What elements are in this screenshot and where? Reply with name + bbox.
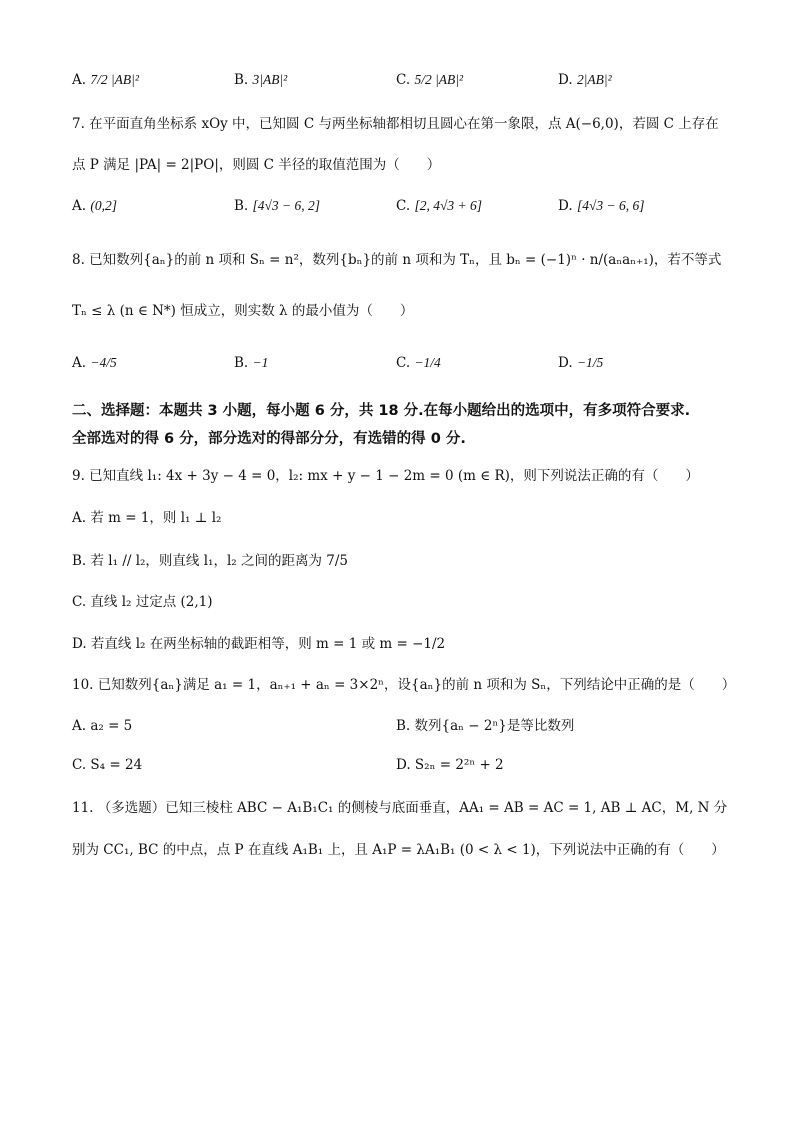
q9-option-b: B. 若 l₁ // l₂，则直线 l₁，l₂ 之间的距离为 7/5	[72, 553, 348, 569]
q8-option-d-label: D.	[558, 355, 573, 371]
q7-option-b-math: [4√3 − 6, 2]	[252, 198, 321, 213]
q7-stem-line2: 点 P 满足 |PA| = 2|PO|，则圆 C 半径的取值范围为（ ）	[72, 157, 441, 173]
section2-heading-line2: 全部选对的得 6 分，部分选对的得部分分，有选错的得 0 分.	[72, 431, 466, 447]
q7-stem-line1: 7. 在平面直角坐标系 xOy 中，已知圆 C 与两坐标轴都相切且圆心在第一象限，点 A(−6,0)，若圆 C 上存在	[72, 116, 719, 132]
section2-heading-line1: 二、选择题：本题共 3 小题，每小题 6 分，共 18 分.在每小题给出的选项中，有多项符合要求.	[72, 403, 691, 419]
q7-option-b-label: B.	[234, 198, 249, 214]
q6-option-b-math: 3|AB|²	[252, 72, 288, 87]
q6-option-a-label: A.	[72, 72, 87, 88]
q11-stem-line1: 11. （多选题）已知三棱柱 ABC − A₁B₁C₁ 的侧棱与底面垂直，AA₁ = AB = AC = 1, AB ⊥ AC，M, N 分	[72, 800, 728, 816]
q7-option-d-label: D.	[558, 198, 573, 214]
q8-option-a-label: A.	[72, 355, 87, 371]
q8-option-d	[558, 353, 603, 373]
q7-option-c-label: C.	[396, 198, 411, 214]
q7-option-c-math: [2, 4√3 + 6]	[414, 198, 482, 213]
q10-option-c: C. S₄ = 24	[72, 757, 143, 773]
q6-option-c-math: 5/2 |AB|²	[414, 72, 464, 87]
q9-option-d: D. 若直线 l₂ 在两坐标轴的截距相等，则 m = 1 或 m = −1/2	[72, 636, 446, 652]
q6-option-b	[234, 70, 287, 90]
q7-option-a-math: (0,2]	[90, 198, 117, 213]
q6-option-d-math: 2|AB|²	[576, 72, 612, 87]
q10-option-b: B. 数列{aₙ − 2ⁿ}是等比数列	[396, 718, 575, 734]
q9-option-c: C. 直线 l₂ 过定点 (2,1)	[72, 594, 213, 610]
q8-option-c-label: C.	[396, 355, 411, 371]
q6-option-a	[72, 70, 139, 90]
q6-option-d-label: D.	[558, 72, 573, 88]
q8-option-d-math: −1/5	[576, 355, 604, 370]
q6-option-a-math: 7/2 |AB|²	[90, 72, 139, 87]
q8-option-c-math: −1/4	[414, 355, 441, 370]
q7-option-a-label: A.	[72, 198, 87, 214]
q7-option-a	[72, 196, 117, 216]
q6-option-c	[396, 70, 463, 90]
q8-stem-line1: 8. 已知数列{aₙ}的前 n 项和 Sₙ = n²，数列{bₙ}的前 n 项和为 Tₙ，且 bₙ = (−1)ⁿ · n/(aₙaₙ₊₁)，若不等式	[72, 252, 722, 268]
q8-option-b-math: −1	[252, 355, 269, 370]
q8-option-a-math: −4/5	[90, 355, 117, 370]
q10-option-a: A. a₂ = 5	[72, 718, 133, 734]
q7-option-d-math: [4√3 − 6, 6]	[576, 198, 645, 213]
q8-option-a	[72, 353, 117, 373]
q7-option-d	[558, 196, 644, 216]
q8-option-c	[396, 353, 441, 373]
q6-option-b-label: B.	[234, 72, 249, 88]
q6-option-d	[558, 70, 612, 90]
q8-stem-line2: Tₙ ≤ λ (n ∈ N*) 恒成立，则实数 λ 的最小值为（ ）	[72, 303, 414, 319]
q11-stem-line2: 别为 CC₁, BC 的中点，点 P 在直线 A₁B₁ 上，且 A₁P = λA₁B₁ (0 < λ < 1)，下列说法中正确的有（ ）	[72, 842, 725, 858]
q10-option-d: D. S₂ₙ = 2²ⁿ + 2	[396, 757, 504, 773]
q7-option-c	[396, 196, 482, 216]
q9-option-a: A. 若 m = 1，则 l₁ ⊥ l₂	[72, 510, 222, 526]
q8-option-b	[234, 353, 268, 373]
q7-option-b	[234, 196, 320, 216]
q9-stem: 9. 已知直线 l₁: 4x + 3y − 4 = 0，l₂: mx + y − 1 − 2m = 0 (m ∈ R)，则下列说法正确的有（ ）	[72, 468, 699, 484]
q8-option-b-label: B.	[234, 355, 249, 371]
q10-stem: 10. 已知数列{aₙ}满足 a₁ = 1，aₙ₊₁ + aₙ = 3×2ⁿ，设{aₙ}的前 n 项和为 Sₙ，下列结论中正确的是（ ）	[72, 677, 736, 693]
q6-option-c-label: C.	[396, 72, 411, 88]
